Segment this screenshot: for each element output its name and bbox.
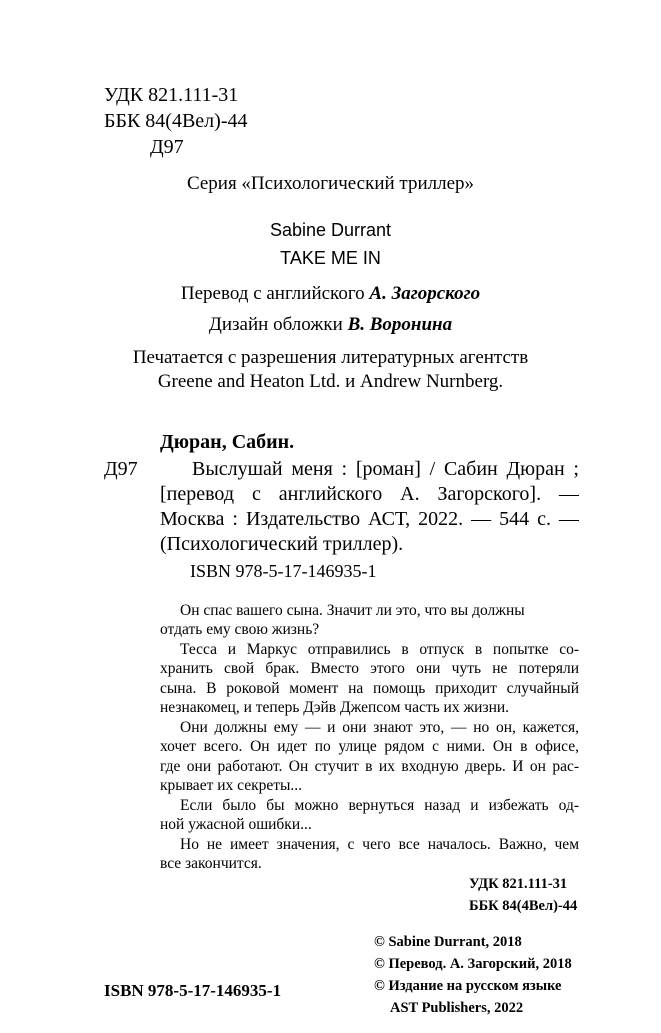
annotation-line: ной ужасной ошибки... [160,816,312,833]
annotation-line: отдать ему свою жизнь? [160,621,320,638]
copyright-line: © Sabine Durrant, 2018 [374,934,522,950]
catalog-line-4: (Психологический триллер). [160,533,404,555]
cover-design-label: Дизайн обложки [208,314,343,335]
cover-design-credit [0,313,661,337]
copyright-line: © Издание на русском языке [374,978,562,994]
translation-credit [0,282,661,306]
permission-line-2: Greene and Heaton Ltd. и Andrew Nurnberg. [157,371,504,392]
copyright-line: AST Publishers, 2022 [390,1000,524,1016]
annotation-line: незнакомец, и теперь Дэйв Джепсом часть их жизни. [160,699,510,716]
catalog-heading: Дюран, Сабин. [160,431,295,453]
annotation-line: Он спас вашего сына. Значит ли это, что вы должны [180,602,525,619]
annotation-line: Тесса и Маркус отправились в отпуск в попытке со- [180,641,579,658]
author-mark: Д97 [150,136,184,158]
series-title: Серия «Психологический триллер» [186,173,475,194]
catalog-line-2: [перевод с английского А. Загорского]. — [160,483,579,505]
annotation-line: крывает их секреты... [160,777,303,794]
catalog-line-3: Москва : Издательство АСТ, 2022. — 544 с. — [160,508,579,530]
original-author: Sabine Durrant [269,220,392,240]
annotation-line: хочет всего. Он идет по улице рядом с ними. Он в офисе, [160,738,579,755]
catalog-mark: Д97 [104,458,138,480]
annotation-line: все закончится. [160,855,262,872]
annotation-line: Но не имеет значения, с чего все началось. Важно, чем [180,836,579,853]
footer-isbn: ISBN 978-5-17-146935-1 [104,981,282,1000]
annotation-line: хранить свой брак. Вместо этого они чуть не потеряли [160,660,579,677]
annotation-line: Если было бы можно вернуться назад и избежать од- [180,797,579,814]
copyright-line: © Перевод. А. Загорский, 2018 [374,956,572,972]
permission-line-1: Печатается с разрешения литературных агентств [132,347,529,368]
bottom-udk: УДК 821.111-31 [469,876,568,892]
original-title: TAKE ME IN [280,248,381,268]
bbk-code: ББК 84(4Вел)-44 [104,110,248,132]
udk-code: УДК 821.111-31 [104,84,239,106]
annotation-line: где они работают. Он стучит в их входную дверь. И он рас- [160,758,579,775]
cover-designer-name: В. Воронина [347,314,453,335]
bottom-bbk: ББК 84(4Вел)-44 [469,898,578,914]
annotation-line: Они должны ему — и они знают это, — но он, кажется, [180,719,579,736]
translation-label: Перевод с английского [180,283,365,304]
catalog-line-1: Выслушай меня : [роман] / Сабин Дюран ; [192,458,579,480]
catalog-isbn: ISBN 978-5-17-146935-1 [190,561,377,581]
annotation-line: сына. В роковой момент на помощь приходит случайный [160,680,579,697]
translator-name: А. Загорского [369,283,481,304]
